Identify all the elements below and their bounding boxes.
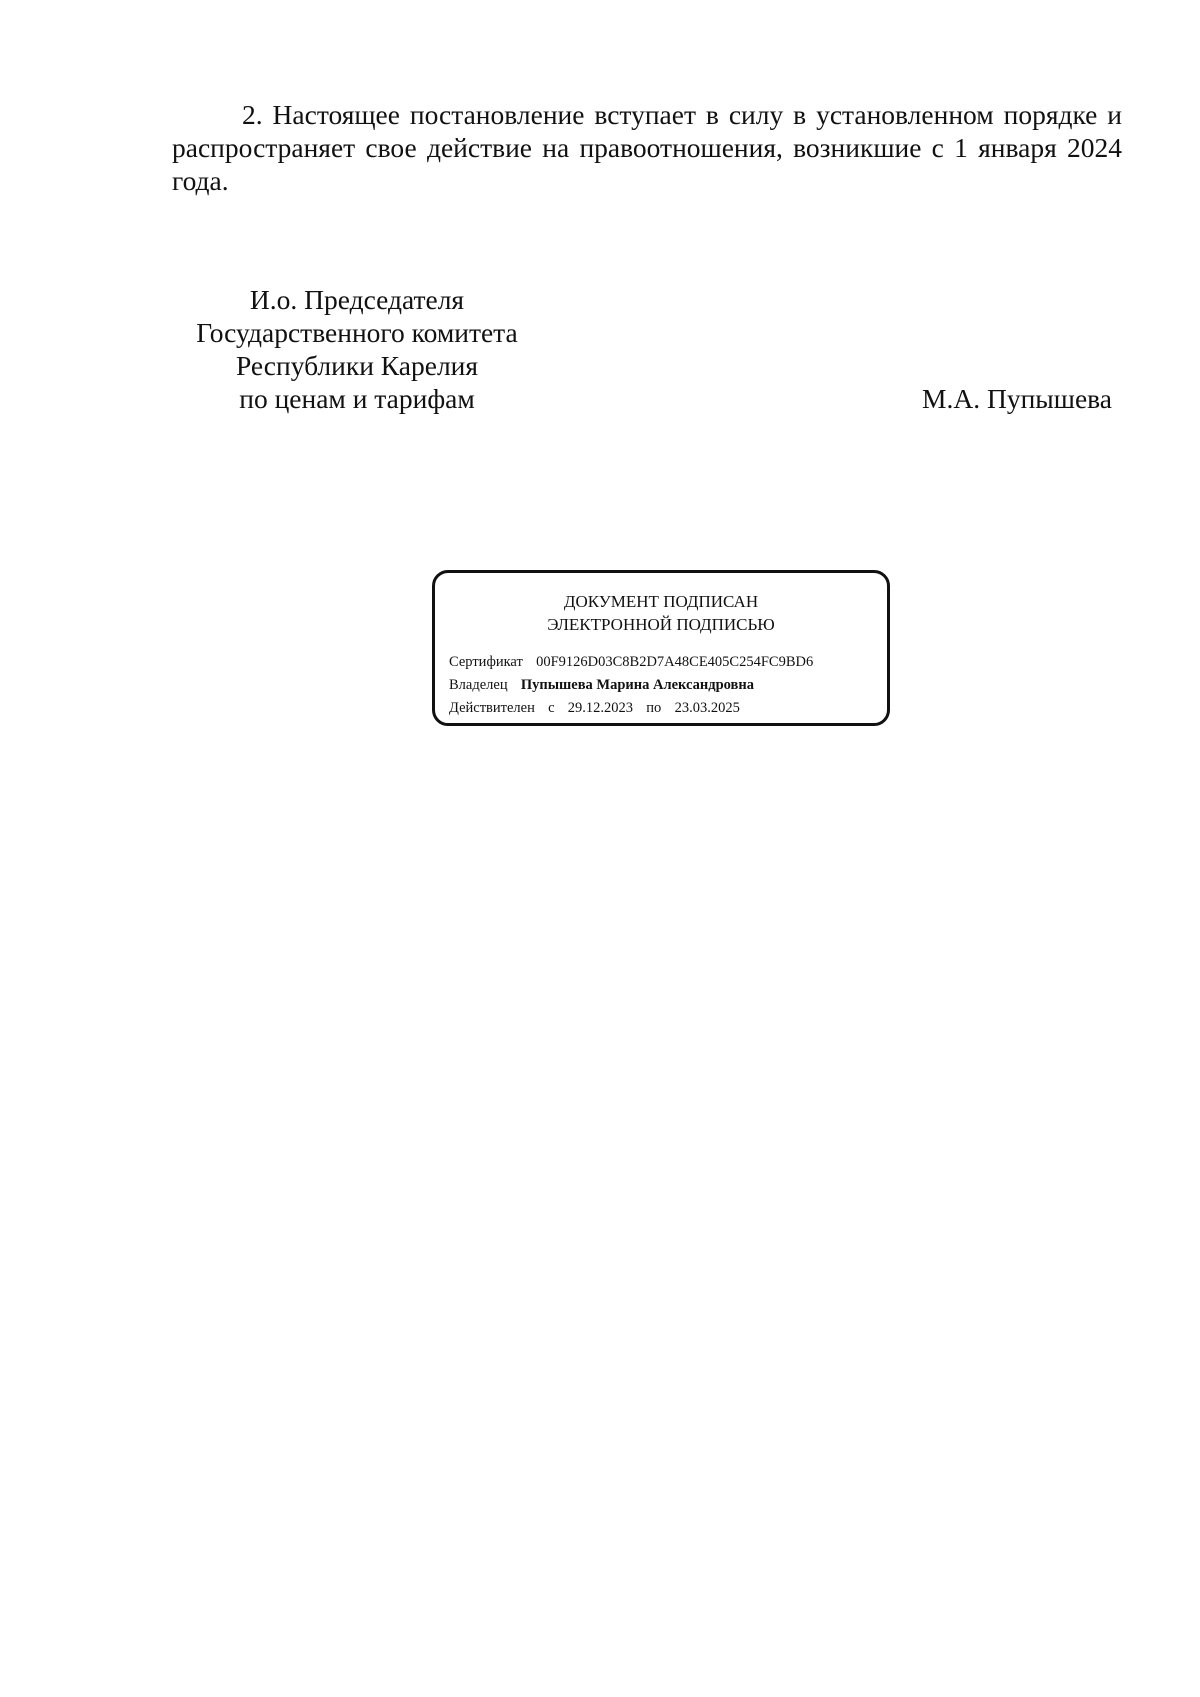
- signatory-position-line-1: И.о. Председателя: [249, 284, 465, 315]
- stamp-heading-line-1: ДОКУМЕНТ ПОДПИСАН: [563, 592, 759, 611]
- stamp-heading: [435, 590, 887, 636]
- owner-label: Владелец: [449, 677, 508, 693]
- signatory-position-line-3: Республики Карелия: [235, 350, 479, 381]
- certificate-label: Сертификат: [449, 654, 523, 670]
- valid-to-prefix: по: [646, 700, 662, 716]
- valid-label: Действителен: [449, 700, 535, 716]
- stamp-heading-line-2: ЭЛЕКТРОННОЙ ПОДПИСЬЮ: [547, 615, 775, 634]
- certificate-value: 00F9126D03C8B2D7A48CE405C254FC9BD6: [536, 654, 814, 670]
- electronic-signature-stamp: [432, 570, 890, 726]
- paragraph-effective-date: 2. Настоящее постановление вступает в силу в установленном порядке и распространяет свое действие на правоотношения, возникшие с 1 января 2024 года.: [172, 99, 1122, 196]
- valid-to-date: 23.03.2025: [674, 700, 740, 716]
- stamp-certificate-row: [449, 653, 813, 671]
- stamp-validity-row: [449, 699, 740, 717]
- valid-from-date: 29.12.2023: [567, 700, 634, 716]
- signatory-position-line-2: Государственного комитета: [196, 317, 518, 348]
- signatory-position: [172, 283, 542, 415]
- owner-value: Пупышева Марина Александровна: [520, 677, 754, 693]
- signatory-position-line-4: по ценам и тарифам: [239, 383, 475, 414]
- stamp-owner-row: [449, 676, 754, 694]
- valid-from-prefix: с: [548, 700, 555, 716]
- signatory-name: М.А. Пупышева: [922, 383, 1112, 414]
